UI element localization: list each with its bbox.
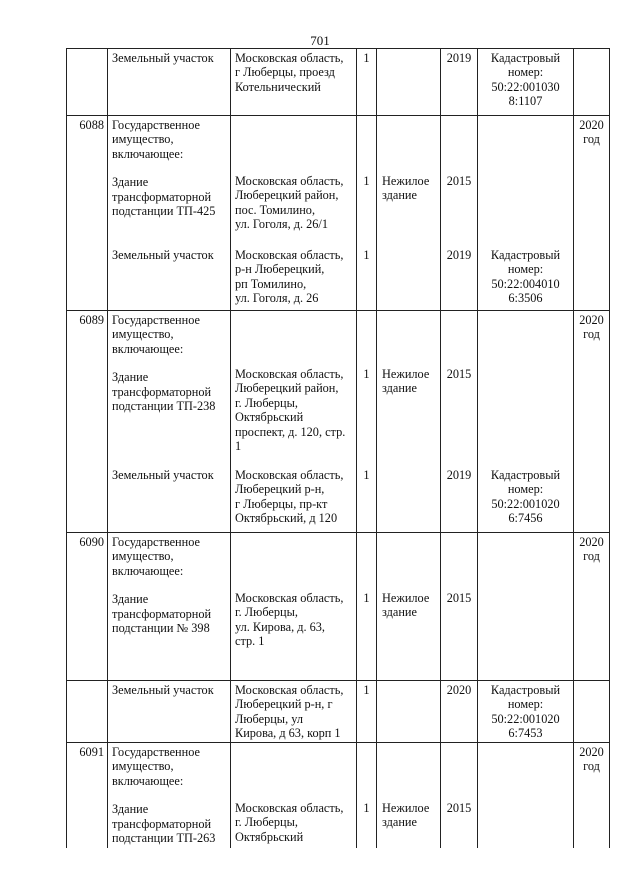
building-type: Нежилое — [382, 367, 430, 381]
substation-name: подстанции ТП-238 — [112, 399, 216, 414]
group-label: имущество, — [112, 759, 174, 774]
year-cell — [440, 311, 477, 466]
row-number: 6088 — [79, 118, 104, 132]
quantity-value: 1 — [363, 51, 370, 65]
year-value: 2019 — [446, 248, 472, 262]
address-line: Московская область, — [235, 174, 344, 188]
cadastral-cell — [477, 246, 573, 310]
row-number-cell — [67, 681, 107, 742]
address-line: рп Томилино, — [235, 276, 307, 291]
quantity-cell — [356, 116, 376, 246]
cadastral-number: 50:22:001020 — [491, 711, 560, 726]
cadastral-label: номер: — [507, 65, 544, 80]
year-cell — [440, 466, 477, 532]
quantity-cell — [356, 49, 376, 115]
name-cell — [107, 743, 230, 848]
name-cell — [107, 681, 230, 742]
building-label: трансформаторной — [112, 189, 212, 204]
building-label: трансформаторной — [112, 606, 212, 621]
year-cell — [440, 533, 477, 680]
building-label: трансформаторной — [112, 816, 212, 831]
cadastral-number: 8:1107 — [508, 94, 543, 109]
cadastral-number: 50:22:001020 — [491, 496, 560, 511]
address-line: г. Люберцы, — [235, 815, 298, 830]
type-cell — [376, 743, 440, 848]
address-line: 1 — [235, 439, 242, 454]
year-cell — [440, 116, 477, 246]
row-number-cell — [67, 116, 107, 246]
address-line: пос. Томилино, — [235, 202, 316, 217]
transfer-year: 2020 — [579, 535, 604, 549]
address-line: г. Люберцы, — [235, 395, 298, 410]
quantity-cell — [356, 533, 376, 680]
transfer-year: 2020 — [579, 745, 604, 759]
group-label: Государственное — [112, 745, 200, 759]
group-label: включающее: — [112, 563, 184, 578]
building-type: здание — [382, 815, 417, 830]
address-line: р-н Люберецкий, — [235, 262, 325, 277]
table-row — [67, 742, 609, 848]
cadastral-label: Кадастровый — [490, 51, 561, 65]
address-line: Московская область, — [235, 683, 344, 697]
address-line: Октябрьский — [235, 410, 304, 425]
name-cell — [107, 116, 230, 246]
cadastral-cell — [477, 116, 573, 246]
row-number-cell — [67, 743, 107, 848]
land-plot-label: Земельный участок — [112, 51, 214, 65]
year-cell — [440, 246, 477, 310]
transfer-year-cell — [573, 49, 609, 115]
row-number-cell — [67, 311, 107, 466]
type-cell — [376, 533, 440, 680]
cadastral-label: Кадастровый — [490, 468, 561, 482]
address-line: Люберецкий район, — [235, 381, 339, 396]
cadastral-cell — [477, 533, 573, 680]
land-plot-label: Земельный участок — [112, 683, 214, 697]
transfer-year: 2020 — [579, 313, 604, 327]
cadastral-label: номер: — [507, 482, 544, 497]
building-type: здание — [382, 605, 417, 620]
year-suffix: год — [583, 549, 600, 564]
group-label: Государственное — [112, 535, 200, 549]
row-number-cell — [67, 466, 107, 532]
building-type: Нежилое — [382, 591, 430, 605]
quantity-value: 1 — [363, 683, 370, 697]
address-line: Октябрьский — [235, 829, 304, 844]
address-line: Люберцы, ул — [235, 711, 303, 726]
year-value: 2015 — [446, 174, 472, 188]
row-number-cell — [67, 49, 107, 115]
year-value: 2015 — [446, 591, 472, 605]
address-cell — [230, 533, 356, 680]
row-number-cell — [67, 246, 107, 310]
quantity-value: 1 — [363, 367, 370, 381]
cadastral-label: номер: — [507, 262, 544, 277]
substation-name: подстанции ТП-425 — [112, 204, 216, 219]
address-line: г Люберцы, проезд — [235, 65, 335, 80]
quantity-cell — [356, 743, 376, 848]
address-line: Октябрьский, д 120 — [235, 511, 338, 526]
transfer-year-cell — [573, 533, 609, 680]
row-number: 6091 — [79, 745, 104, 759]
year-value: 2015 — [446, 801, 472, 815]
year-value: 2019 — [446, 468, 472, 482]
table-row — [67, 246, 609, 310]
quantity-value: 1 — [363, 801, 370, 815]
building-type: здание — [382, 381, 417, 396]
transfer-year-cell — [573, 116, 609, 246]
transfer-year-cell — [573, 466, 609, 532]
year-value: 2019 — [446, 51, 472, 65]
year-cell — [440, 743, 477, 848]
cadastral-cell — [477, 743, 573, 848]
quantity-value: 1 — [363, 468, 370, 482]
address-line: Московская область, — [235, 591, 344, 605]
group-label: Государственное — [112, 313, 200, 327]
name-cell — [107, 533, 230, 680]
table-row — [67, 532, 609, 680]
address-line: ул. Гоголя, д. 26/1 — [235, 217, 329, 232]
cadastral-label: Кадастровый — [490, 683, 561, 697]
building-type: Нежилое — [382, 174, 430, 188]
substation-name: подстанции № 398 — [112, 621, 210, 636]
cadastral-cell — [477, 681, 573, 742]
address-cell — [230, 246, 356, 310]
address-line: г Люберцы, пр-кт — [235, 496, 328, 511]
address-line: Московская область, — [235, 367, 344, 381]
year-value: 2020 — [446, 683, 472, 697]
building-label: Здание — [112, 370, 149, 385]
building-type: Нежилое — [382, 801, 430, 815]
address-cell — [230, 311, 356, 466]
building-label: Здание — [112, 175, 149, 190]
cadastral-label: Кадастровый — [490, 248, 561, 262]
land-plot-label: Земельный участок — [112, 248, 214, 262]
row-number-cell — [67, 533, 107, 680]
row-number: 6090 — [79, 535, 104, 549]
year-value: 2015 — [446, 367, 472, 381]
address-cell — [230, 116, 356, 246]
substation-name: подстанции ТП-263 — [112, 831, 216, 846]
group-label: имущество, — [112, 132, 174, 147]
quantity-value: 1 — [363, 174, 370, 188]
address-line: Московская область, — [235, 801, 344, 815]
name-cell — [107, 246, 230, 310]
type-cell — [376, 466, 440, 532]
quantity-cell — [356, 466, 376, 532]
group-label: включающее: — [112, 341, 184, 356]
quantity-cell — [356, 681, 376, 742]
transfer-year-cell — [573, 681, 609, 742]
cadastral-number: 50:22:004010 — [491, 276, 560, 291]
year-suffix: год — [583, 759, 600, 774]
group-label: Государственное — [112, 118, 200, 132]
address-cell — [230, 49, 356, 115]
address-line: Московская область, — [235, 248, 344, 262]
table-row — [67, 115, 609, 246]
table-row — [67, 48, 609, 115]
address-line: Котельнический — [235, 79, 321, 94]
cadastral-number: 6:3506 — [508, 291, 543, 306]
land-plot-label: Земельный участок — [112, 468, 214, 482]
cadastral-number: 50:22:001030 — [491, 79, 560, 94]
cadastral-number: 6:7456 — [508, 511, 543, 526]
building-type: здание — [382, 188, 417, 203]
year-suffix: год — [583, 327, 600, 342]
address-line: ул. Кирова, д. 63, — [235, 619, 325, 634]
transfer-year-cell — [573, 246, 609, 310]
table-row — [67, 466, 609, 532]
transfer-year-cell — [573, 743, 609, 848]
address-line: Московская область, — [235, 51, 344, 65]
building-label: Здание — [112, 802, 149, 817]
page-number: 701 — [310, 33, 330, 48]
cadastral-label: номер: — [507, 697, 544, 712]
cadastral-cell — [477, 49, 573, 115]
cadastral-cell — [477, 311, 573, 466]
building-label: трансформаторной — [112, 384, 212, 399]
transfer-year-cell — [573, 311, 609, 466]
name-cell — [107, 49, 230, 115]
quantity-value: 1 — [363, 248, 370, 262]
type-cell — [376, 116, 440, 246]
address-line: ул. Гоголя, д. 26 — [235, 291, 319, 306]
type-cell — [376, 681, 440, 742]
row-number: 6089 — [79, 313, 104, 327]
address-line: проспект, д. 120, стр. — [235, 424, 346, 439]
address-line: г. Люберцы, — [235, 605, 298, 620]
quantity-value: 1 — [363, 591, 370, 605]
cadastral-cell — [477, 466, 573, 532]
quantity-cell — [356, 246, 376, 310]
type-cell — [376, 49, 440, 115]
group-label: имущество, — [112, 549, 174, 564]
type-cell — [376, 246, 440, 310]
address-cell — [230, 466, 356, 532]
name-cell — [107, 311, 230, 466]
name-cell — [107, 466, 230, 532]
transfer-year: 2020 — [579, 118, 604, 132]
group-label: включающее: — [112, 773, 184, 788]
address-line: стр. 1 — [235, 634, 265, 649]
cadastral-number: 6:7453 — [508, 726, 543, 741]
quantity-cell — [356, 311, 376, 466]
type-cell — [376, 311, 440, 466]
year-suffix: год — [583, 132, 600, 147]
group-label: включающее: — [112, 146, 184, 161]
group-label: имущество, — [112, 327, 174, 342]
address-line: Кирова, д 63, корп 1 — [235, 726, 341, 741]
address-cell — [230, 743, 356, 848]
address-line: Люберецкий р-н, — [235, 482, 325, 497]
table-row — [67, 310, 609, 466]
year-cell — [440, 681, 477, 742]
table-row — [67, 680, 609, 742]
address-line: Московская область, — [235, 468, 344, 482]
address-line: Люберецкий район, — [235, 188, 339, 203]
building-label: Здание — [112, 592, 149, 607]
address-line: Люберецкий р-н, г — [235, 697, 333, 712]
year-cell — [440, 49, 477, 115]
address-cell — [230, 681, 356, 742]
property-table — [66, 48, 610, 848]
